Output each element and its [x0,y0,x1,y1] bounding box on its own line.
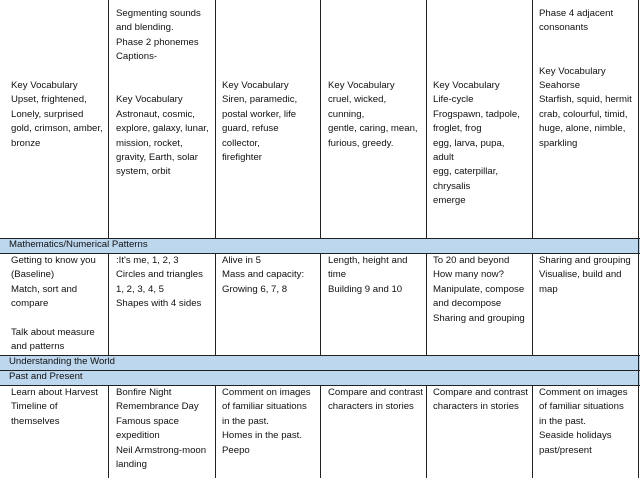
table-right-edge [638,0,639,478]
maths-cell-summer-2: Sharing and grouping Visualise, build and map [539,255,631,295]
column-divider [108,0,109,238]
vocab-cell-spring-1: Key Vocabulary Siren, paramedic, postal worker, life guard, refuse collector, firefighter [222,80,298,164]
column-divider [532,385,533,478]
past-present-subheading: Past and Present [9,371,83,382]
column-divider [215,253,216,355]
vocab-cell-autumn-1: Key Vocabulary Upset, frightened, Lonely, surprised gold, crimson, amber, bronze [11,80,103,149]
world-heading: Understanding the World [9,356,115,367]
column-divider [215,385,216,478]
column-divider [108,253,109,355]
vocab-cell-autumn-2: Segmenting sounds and blending. Phase 2 phonemes Captions- Key Vocabulary Astronaut, cosmic, explore, galaxy, lunar, mission, rocket, gravity, Earth, solar system, orbit [116,8,209,178]
column-divider [320,253,321,355]
column-divider [532,253,533,355]
column-divider [215,0,216,238]
world-cell-summer-2: Comment on images of familiar situations in the past. Seaside holidays past/present [539,387,628,456]
row-divider [0,370,640,371]
world-cell-autumn-2: Bonfire Night Remembrance Day Famous space expedition Neil Armstrong-moon landing [116,387,207,471]
maths-cell-autumn-1: Getting to know you (Baseline) Match, sort and compare Talk about measure and patterns [11,255,96,353]
column-divider [108,385,109,478]
vocab-cell-summer-1: Key Vocabulary Life-cycle Frogspawn, tadpole, froglet, frog egg, larva, pupa, adult egg, caterpillar, chrysalis emerge [433,80,520,207]
column-divider [320,0,321,238]
maths-cell-spring-2: Length, height and time Building 9 and 10 [328,255,408,295]
vocab-cell-spring-2: Key Vocabulary cruel, wicked, cunning, gentle, caring, mean, furious, greedy. [328,80,418,149]
column-divider [426,0,427,238]
column-divider [426,385,427,478]
past-band [0,370,640,385]
maths-cell-spring-1: Alive in 5 Mass and capacity: Growing 6, 7, 8 [222,255,305,295]
column-divider [426,253,427,355]
world-cell-spring-2: Compare and contrast characters in stories [328,387,423,413]
maths-cell-summer-1: To 20 and beyond How many now? Manipulate, compose and decompose Sharing and grouping [433,255,525,324]
column-divider [532,0,533,238]
world-cell-autumn-1: Learn about Harvest Timeline of themselves [11,387,98,427]
world-cell-spring-1: Comment on images of familiar situations in the past. Homes in the past. Peepo [222,387,311,456]
vocab-cell-summer-2: Phase 4 adjacent consonants Key Vocabulary Seahorse Starfish, squid, hermit crab, colourful, timid, huge, alone, nimble, sparkling [539,8,632,149]
maths-cell-autumn-2: :It's me, 1, 2, 3 Circles and triangles 1, 2, 3, 4, 5 Shapes with 4 sides [116,255,203,310]
maths-heading: Mathematics/Numerical Patterns [9,239,148,250]
column-divider [320,385,321,478]
world-cell-summer-1: Compare and contrast characters in stories [433,387,528,413]
